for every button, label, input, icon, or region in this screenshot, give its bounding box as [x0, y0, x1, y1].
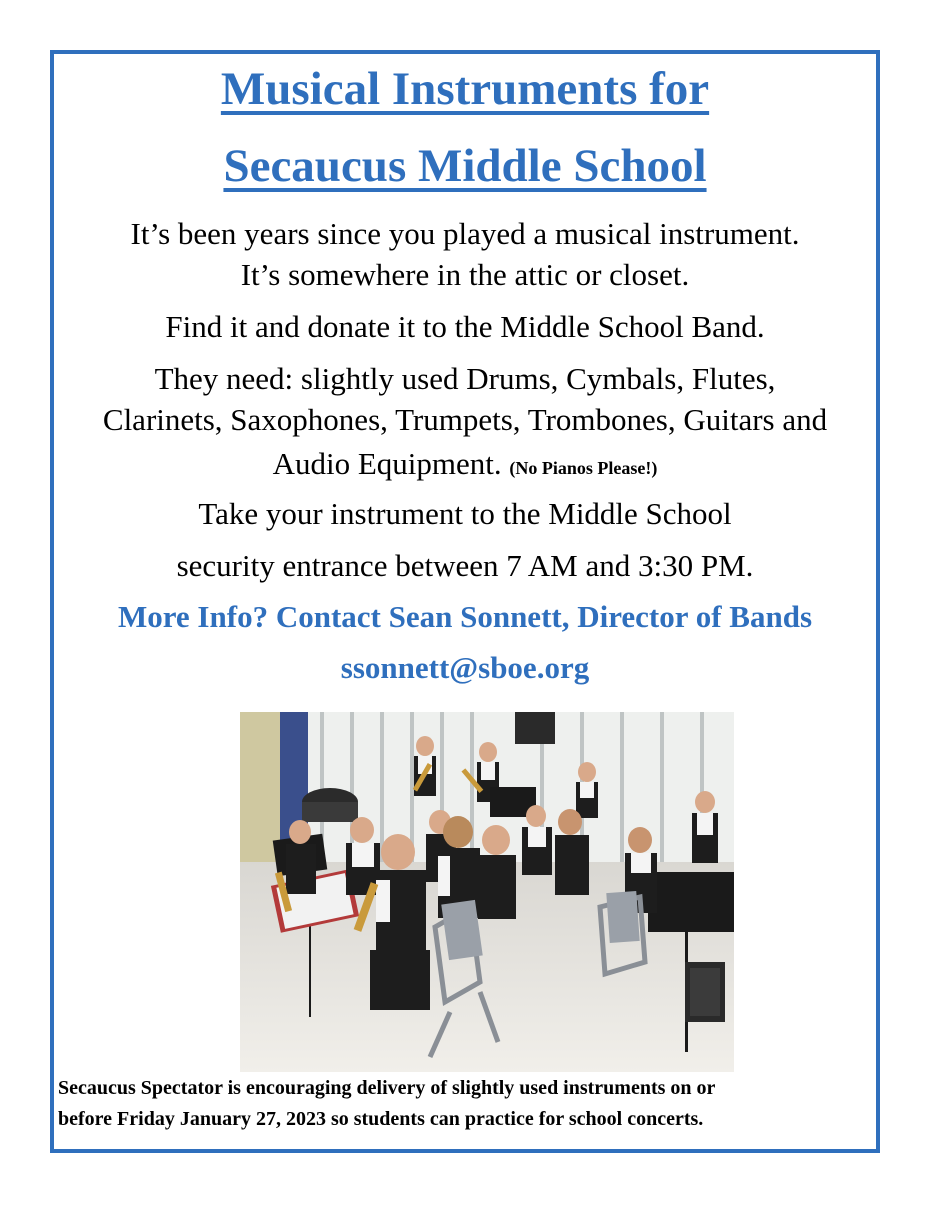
footer-line-2: before Friday January 27, 2023 so students can practice for school concerts. — [58, 1108, 704, 1130]
body-line-5: Clarinets, Saxophones, Trumpets, Trombones, Guitars and — [102, 402, 828, 437]
body-line-2: It’s somewhere in the attic or closet. — [240, 257, 690, 292]
body-line-4: They need: slightly used Drums, Cymbals, Flutes, — [154, 361, 776, 396]
flyer-title-line-2 — [0, 140, 930, 192]
body-line-8: security entrance between 7 AM and 3:30 PM. — [176, 548, 754, 583]
contact-email[interactable]: ssonnett@sboe.org — [340, 650, 590, 685]
band-photo — [240, 712, 734, 1072]
title-text-2: Secaucus Middle School — [223, 140, 707, 192]
body-line-3: Find it and donate it to the Middle School Band. — [165, 309, 765, 344]
flyer-title-line-1 — [0, 63, 930, 115]
body-line-6 — [0, 448, 930, 479]
body-line-7: Take your instrument to the Middle School — [198, 496, 732, 531]
title-text-1: Musical Instruments for — [220, 63, 710, 115]
footer-line-1: Secaucus Spectator is encouraging delivery of slightly used instruments on or — [58, 1077, 716, 1099]
no-pianos-note: (No Pianos Please!) — [509, 458, 658, 478]
body-line-6-text: Audio Equipment. — [272, 446, 502, 481]
contact-line: More Info? Contact Sean Sonnett, Director of Bands — [117, 599, 813, 634]
body-line-1: It’s been years since you played a musical instrument. — [130, 216, 800, 251]
